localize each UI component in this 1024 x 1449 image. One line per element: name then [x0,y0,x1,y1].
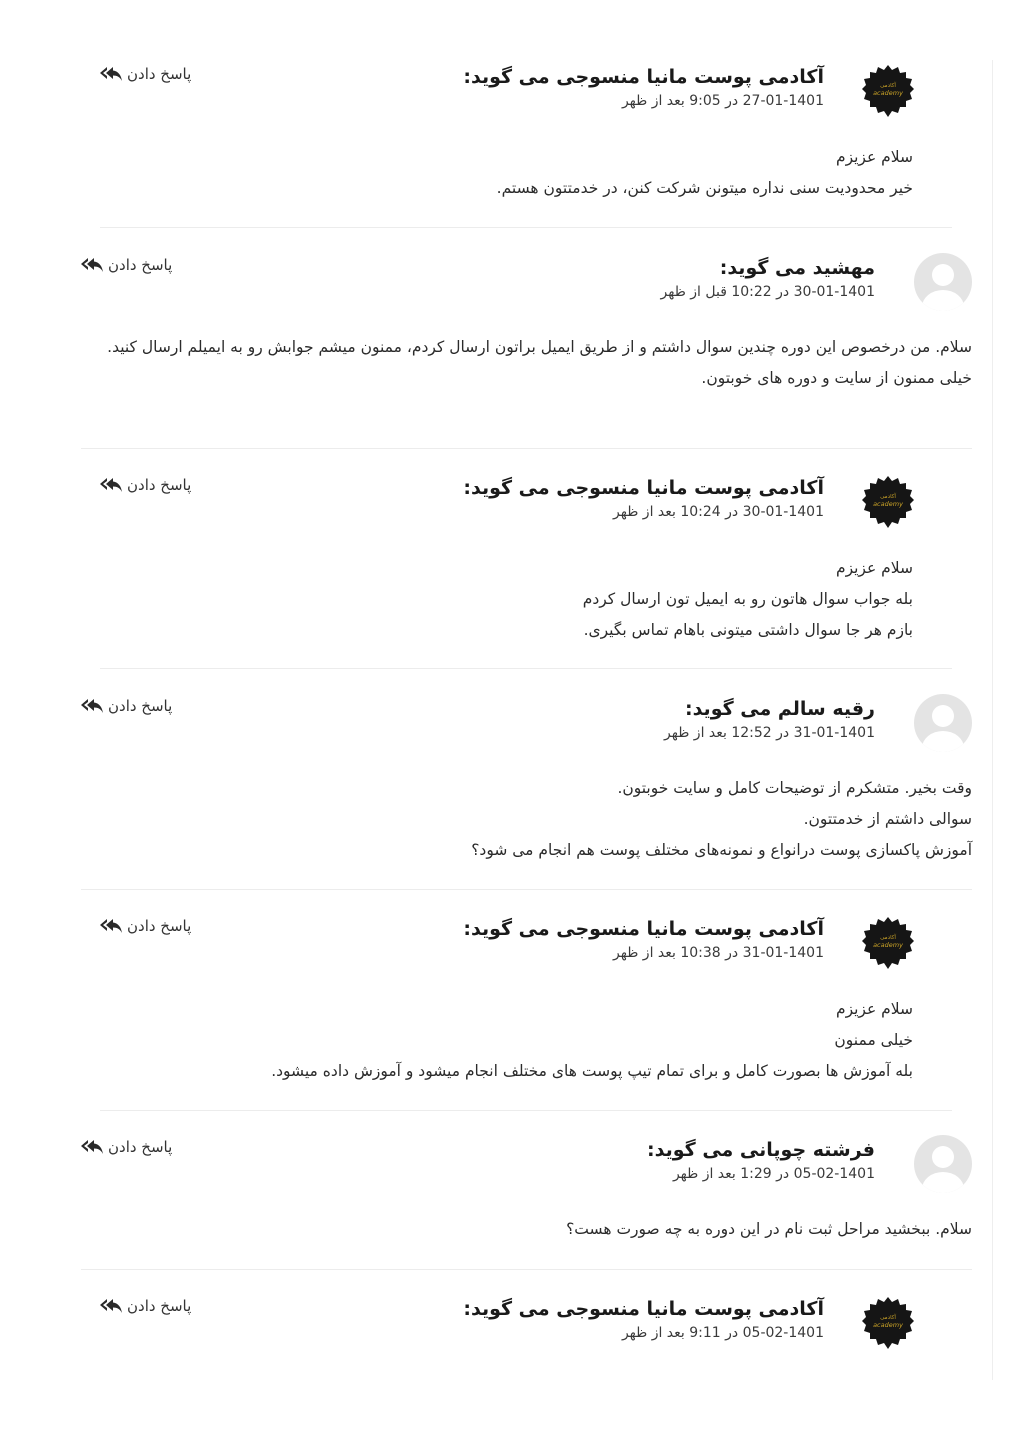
comment-user [81,1135,972,1245]
comment-body [100,142,952,204]
reply-all-icon [81,257,103,273]
comment-body [100,994,952,1087]
comment-meta [661,255,875,302]
academy-badge-icon [862,917,914,969]
comment-line: خیلی ممنون [834,1031,913,1049]
comment-divider [81,889,972,890]
comment-body [100,553,952,646]
reply-button[interactable] [100,917,191,935]
reply-label: پاسخ دادن [108,697,173,715]
comment-divider [81,448,972,449]
comment-date[interactable]: 31-01-1401 در 12:52 بعد از ظهر [664,725,875,741]
reply-all-icon [100,66,122,82]
reply-label: پاسخ دادن [127,476,192,494]
comment-meta [463,1296,824,1343]
comment-line: سوالی داشتم از خدمتتون. [803,810,972,828]
academy-badge-icon [862,65,914,117]
reply-all-icon [100,1298,122,1314]
comment-admin-reply [100,1294,952,1354]
comment-line: بازم هر جا سوال داشتی میتونی باهام تماس بگیری. [583,621,913,639]
reply-all-icon [81,1139,103,1155]
badge-text-top: آکادمی [880,1315,896,1321]
comment-date[interactable]: 05-02-1401 در 1:29 بعد از ظهر [672,1166,875,1182]
comment-author: آکادمی پوست مانیا منسوجی می گوید: [463,477,824,499]
reply-label: پاسخ دادن [108,256,173,274]
comment-line: سلام. من درخصوص این دوره چندین سوال داشتم و از طریق ایمیل براتون ارسال کردم، ممنون میشم جوابش رو به ایمیلم ارسال کنید. [107,338,972,356]
comment-author: آکادمی پوست مانیا منسوجی می گوید: [463,1298,824,1320]
user-silhouette-icon [914,694,972,752]
comment-body [81,773,972,866]
reply-label: پاسخ دادن [127,65,192,83]
comment-user [81,694,972,866]
badge-text-bottom: academy [873,89,903,97]
comment-date[interactable]: 30-01-1401 در 10:22 قبل از ظهر [660,284,875,300]
reply-button[interactable] [100,476,191,494]
comment-body [81,332,972,394]
comment-author: مهشید می گوید: [719,257,875,279]
comment-divider [100,668,952,669]
reply-label: پاسخ دادن [108,1138,173,1156]
comment-line: وقت بخیر. متشکرم از توضیحات کامل و سایت خوبتون. [617,779,972,797]
reply-button[interactable] [100,65,191,83]
comment-meta [463,916,824,963]
badge-text-bottom: academy [873,941,903,949]
comment-author: آکادمی پوست مانیا منسوجی می گوید: [463,66,824,88]
comment-line: بله جواب سوال هاتون رو به ایمیل تون ارسال کردم [582,590,913,608]
comment-divider [100,227,952,228]
comment-line: سلام. ببخشید مراحل ثبت نام در این دوره به چه صورت هست؟ [566,1220,972,1238]
comment-admin-reply [100,62,952,204]
comment-author: رقیه سالم می گوید: [684,698,875,720]
comment-author: فرشته چوپانی می گوید: [647,1139,875,1161]
comment-date[interactable]: 27-01-1401 در 9:05 بعد از ظهر [621,93,824,109]
user-silhouette-icon [914,1135,972,1193]
comment-meta [664,696,875,743]
user-silhouette-icon [914,253,972,311]
comment-admin-reply [100,473,952,646]
badge-text-top: آکادمی [880,83,896,89]
reply-button[interactable] [100,1297,191,1315]
comment-admin-reply [100,914,952,1087]
comment-divider [81,1269,972,1270]
comment-line: خیلی ممنون از سایت و دوره های خوبتون. [701,369,972,387]
comment-body [81,1214,972,1245]
reply-button[interactable] [81,1138,172,1156]
comment-date[interactable]: 31-01-1401 در 10:38 بعد از ظهر [613,945,824,961]
academy-badge-icon [862,1297,914,1349]
reply-all-icon [100,477,122,493]
badge-text-top: آکادمی [880,494,896,500]
badge-text-bottom: academy [873,1321,903,1329]
badge-text-top: آکادمی [880,935,896,941]
comment-meta [463,64,824,111]
reply-button[interactable] [81,256,172,274]
comment-divider [100,1110,952,1111]
comment-date[interactable]: 05-02-1401 در 9:11 بعد از ظهر [621,1325,824,1341]
comment-meta [647,1137,875,1184]
reply-button[interactable] [81,697,172,715]
comment-line: سلام عزیزم [835,148,913,166]
page-edge-line [992,60,993,1380]
comment-author: آکادمی پوست مانیا منسوجی می گوید: [463,918,824,940]
reply-all-icon [100,918,122,934]
badge-text-bottom: academy [873,500,903,508]
reply-all-icon [81,698,103,714]
comment-date[interactable]: 30-01-1401 در 10:24 بعد از ظهر [613,504,824,520]
academy-badge-icon [862,476,914,528]
reply-label: پاسخ دادن [127,917,192,935]
comment-line: خیر محدودیت سنی نداره میتونن شرکت کنن، در خدمتتون هستم. [496,179,913,197]
comment-line: بله آموزش ها بصورت کامل و برای تمام تیپ پوست های مختلف انجام میشود و آموزش داده میشود. [271,1062,913,1080]
comment-line: آموزش پاکسازی پوست درانواع و نمونه‌های مختلف پوست هم انجام می شود؟ [471,841,972,859]
comment-meta [463,475,824,522]
comment-line: سلام عزیزم [835,1000,913,1018]
reply-label: پاسخ دادن [127,1297,192,1315]
comment-user [81,253,972,394]
comment-line: سلام عزیزم [835,559,913,577]
